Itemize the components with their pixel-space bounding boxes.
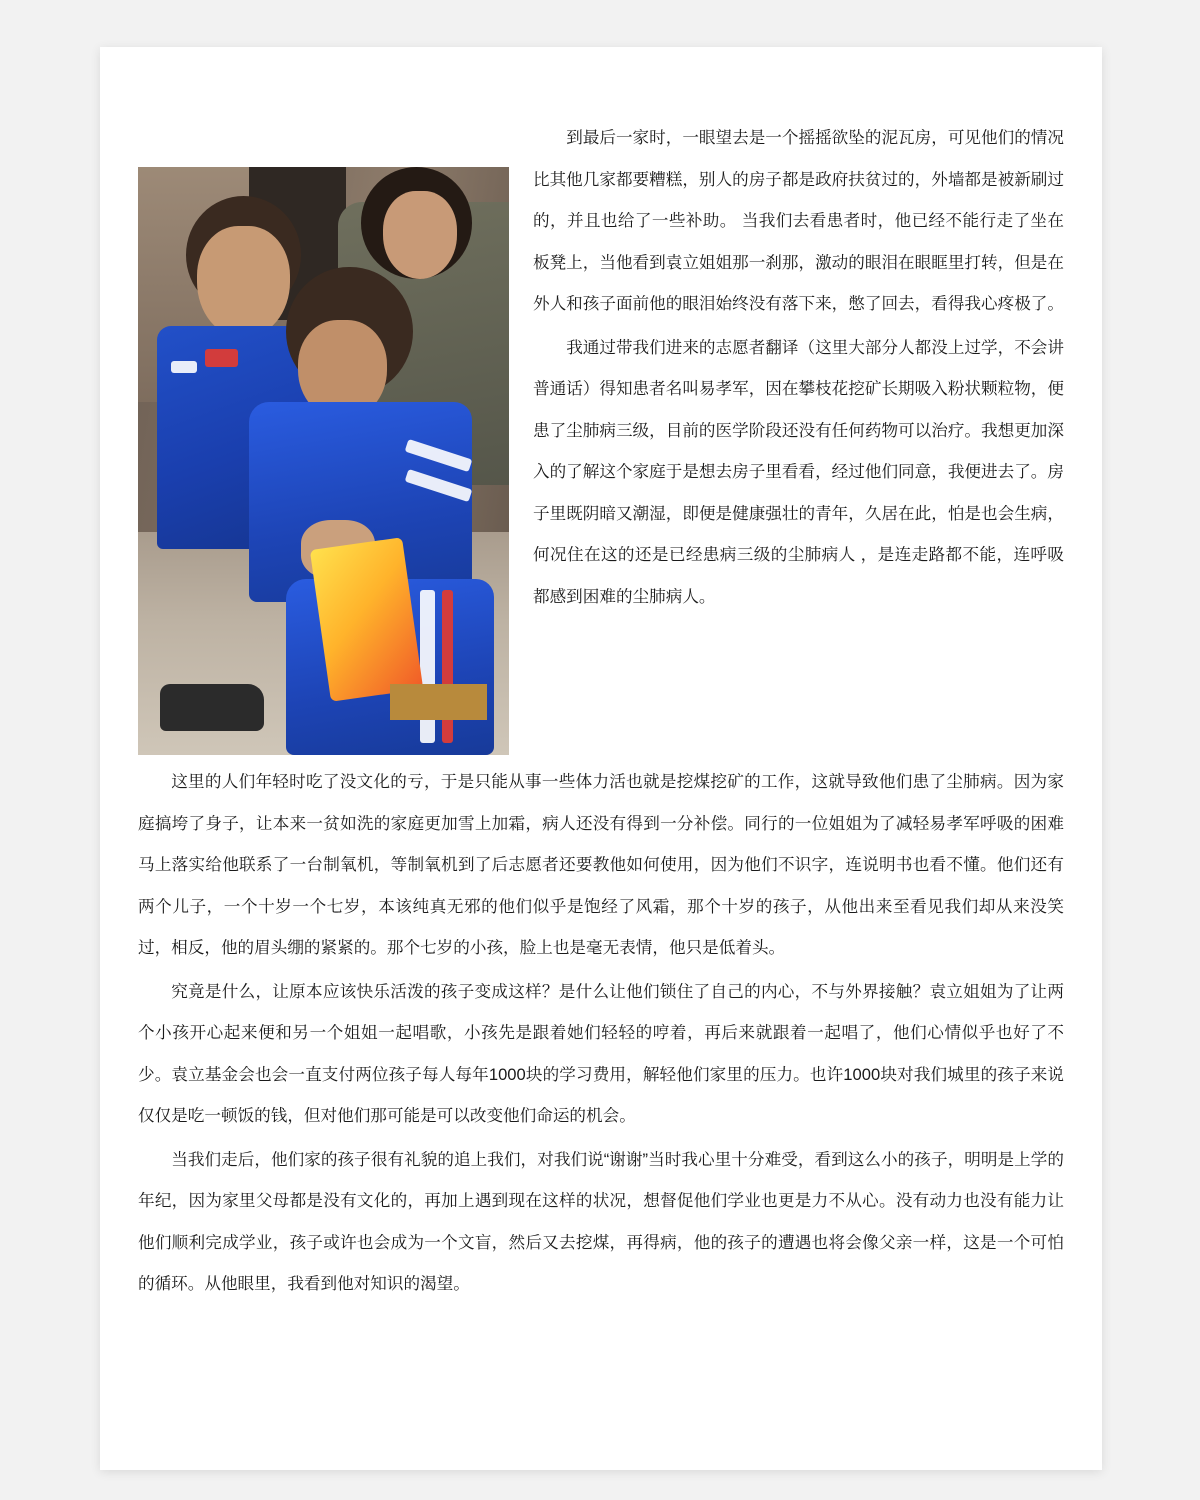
document-page <box>100 47 1102 1470</box>
photo-right-boy-trouser-stripe <box>420 590 435 743</box>
photo-left-boy-face <box>197 226 290 338</box>
photo-right-boy-trouser-red <box>442 590 453 743</box>
paragraph-1: 到最后一家时，一眼望去是一个摇摇欲坠的泥瓦房，可见他们的情况比其他几家都要糟糕，别人的房子都是政府扶贫过的，外墙都是被新刷过的，并且也给了一些补助。 当我们去看患者时，他已经不能行走了坐在板凳上，当他看到袁立姐姐那一刹那，激动的眼泪在眼眶里打转，但是在外人和孩子面前他的眼泪始终没有落下来，憋了回去，看得我心疼极了。 <box>533 128 1064 313</box>
document-content <box>138 117 1064 1307</box>
paragraph-5: 当我们走后，他们家的孩子很有礼貌的追上我们，对我们说“谢谢”当时我心里十分难受，看到这么小的孩子，明明是上学的年纪，因为家里父母都是没有文化的，再加上遇到现在这样的状况，想督促他们学业也更是力不从心。没有动力也没有能力让他们顺利完成学业，孩子或许也会成为一个文盲，然后又去挖煤，再得病，他的孩子的遭遇也将会像父亲一样，这是一个可怕的循环。从他眼里，我看到他对知识的渴望。 <box>138 1149 1064 1293</box>
photo-shoe <box>160 684 264 731</box>
paragraph-4: 究竟是什么，让原本应该快乐活泼的孩子变成这样？是什么让他们锁住了自己的内心，不与外界接触？袁立姐姐为了让两个小孩开心起来便和另一个姐姐一起唱歌，小孩先是跟着她们轻轻的哼着，再后来就跟着一起唱了，他们心情似乎也好了不少。袁立基金会也会一直支付两位孩子每人每年1000块的学习费用，解轻他们家里的压力。也许1000块对我们城里的孩子来说仅仅是吃一顿饭的钱，但对他们那可能是可以改变他们命运的机会。 <box>138 981 1064 1125</box>
paragraph-2: 我通过带我们进来的志愿者翻译（这里大部分人都没上过学，不会讲普通话）得知患者名叫易孝军，因在攀枝花挖矿长期吸入粉状颗粒物，便患了尘肺病三级，目前的医学阶段还没有任何药物可以治疗。我想更加深入的了解这个家庭于是想去房子里看看，经过他们同意，我便进去了。房子里既阴暗又潮湿，即便是健康强壮的青年，久居在此，怕是也会生病，何况住在这的还是已经患病三级的尘肺病人 ，是连走路都不能，连呼吸都感到困难的尘肺病人。 <box>533 337 1064 606</box>
photo-adult-face <box>383 191 457 279</box>
photo-left-boy-stripe <box>171 361 197 373</box>
photo-wooden-stool <box>390 684 486 719</box>
photo-left-boy-red-tag <box>205 349 238 367</box>
paragraph-3: 这里的人们年轻时吃了没文化的亏，于是只能从事一些体力活也就是挖煤挖矿的工作，这就导致他们患了尘肺病。因为家庭搞垮了身子，让本来一贫如洗的家庭更加雪上加霜，病人还没有得到一分补偿。同行的一位姐姐为了减轻易孝军呼吸的困难马上落实给他联系了一台制氧机，等制氧机到了后志愿者还要教他如何使用，因为他们不识字，连说明书也看不懂。他们还有两个儿子，一个十岁一个七岁，本该纯真无邪的他们似乎是饱经了风霜，那个十岁的孩子，从他出来至看见我们却从来没笑过，相反，他的眉头绷的紧紧的。那个七岁的小孩，脸上也是毫无表情，他只是低着头。 <box>138 772 1064 957</box>
article-photo <box>138 167 509 755</box>
